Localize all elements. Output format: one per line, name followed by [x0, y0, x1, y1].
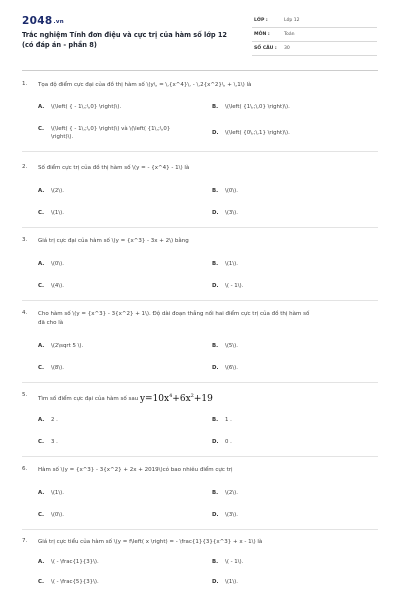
logo-suffix: .vn: [53, 19, 64, 25]
q7-option-c[interactable]: [38, 578, 99, 586]
q4-option-c[interactable]: [38, 364, 64, 372]
question-number: 1.: [22, 81, 28, 87]
question-divider: [22, 151, 378, 152]
q2-option-c[interactable]: [38, 209, 64, 217]
option-label: D.: [212, 365, 219, 371]
q6-option-d[interactable]: [212, 511, 238, 519]
question-stem: Giá trị cực tiểu của hàm số \(y = f\left( x \right) = - \frac{1}{3}{x^3} + x - 1\) là: [38, 539, 263, 545]
option-label: B.: [212, 559, 219, 565]
q6-option-c[interactable]: [38, 511, 64, 519]
option-text: \(1\).: [225, 261, 238, 267]
option-label: A.: [38, 343, 45, 349]
option-text: \(\left( {0\,;\,1} \right)\).: [225, 130, 290, 136]
q2-option-a[interactable]: [38, 187, 64, 195]
option-text: \(\left( { - 1\,;\,0} \right)\).: [51, 104, 122, 110]
option-text: \(2\).: [225, 490, 238, 496]
option-label: B.: [212, 343, 219, 349]
meta-subject-value: Toán: [284, 32, 295, 37]
question-stem: [38, 310, 376, 328]
formula-part: +19: [193, 394, 213, 404]
question-stem-line-1: Cho hàm số \(y = {x^3} - 3{x^2} + 1\). Độ dài đoạn thẳng nối hai điểm cực trị của đồ thị hàm số: [38, 311, 310, 317]
option-label: C.: [38, 365, 45, 371]
formula-exponent: 4: [169, 393, 173, 399]
option-label: B.: [212, 261, 219, 267]
option-label: D.: [212, 210, 219, 216]
option-text: \(1\).: [51, 490, 64, 496]
option-text: \( - \frac{1}{3}\).: [51, 559, 99, 565]
question-stem: [38, 392, 376, 404]
option-label: D.: [212, 283, 219, 289]
q1-option-d[interactable]: [212, 129, 290, 137]
question-number: 2.: [22, 164, 28, 170]
question-stem-line-2: đã cho là: [38, 320, 64, 326]
option-text: \(0\).: [51, 261, 64, 267]
question-number: 7.: [22, 538, 28, 544]
option-text: \( - 1\).: [225, 559, 244, 565]
option-text: [51, 125, 170, 141]
option-label: A.: [38, 104, 45, 110]
title-line-1: Trắc nghiệm Tính đơn điệu và cực trị của hàm số lớp 12: [22, 31, 228, 39]
option-text-line-1: \(\left( { - 1\,;\,0} \right)\) và \(\left( {1\,;\,0}: [51, 126, 171, 132]
q1-option-a[interactable]: [38, 103, 121, 111]
option-text: 3 .: [51, 439, 58, 445]
option-text: \(2\).: [51, 188, 64, 194]
option-label: C.: [38, 579, 45, 585]
meta-subject-key: MÔN :: [254, 32, 270, 37]
option-label: C.: [38, 439, 45, 445]
option-label: A.: [38, 188, 45, 194]
meta-class-value: Lớp 12: [284, 18, 300, 23]
q1-option-c[interactable]: [38, 125, 170, 141]
meta-count-key: SỐ CÂU :: [254, 46, 277, 51]
option-text: \(0\).: [225, 188, 238, 194]
meta-class-row: [252, 15, 377, 28]
formula-exponent: 2: [190, 393, 194, 399]
q6-option-a[interactable]: [38, 489, 64, 497]
option-text: \(2\sqrt 5 \).: [51, 343, 84, 349]
q3-option-a[interactable]: [38, 260, 64, 268]
header-divider: [22, 70, 378, 71]
q7-option-a[interactable]: [38, 558, 99, 566]
option-label: B.: [212, 417, 219, 423]
logo-text: 2048: [22, 15, 53, 27]
q5-option-c[interactable]: [38, 438, 58, 446]
q4-option-d[interactable]: [212, 364, 238, 372]
option-label: B.: [212, 104, 219, 110]
q4-option-a[interactable]: [38, 342, 83, 350]
option-label: A.: [38, 261, 45, 267]
option-label: C.: [38, 126, 45, 132]
q1-option-b[interactable]: [212, 103, 290, 111]
question-stem: Tọa độ điểm cực đại của đồ thị hàm số \(y\, = \,{x^4}\, - \,2{x^2}\, + \,1\) là: [38, 82, 252, 88]
q2-option-b[interactable]: [212, 187, 238, 195]
option-text-line-2: \right)\).: [51, 134, 74, 140]
q3-option-d[interactable]: [212, 282, 243, 290]
option-text: \(3\).: [225, 512, 238, 518]
option-label: D.: [212, 130, 219, 136]
option-text: 2 .: [51, 417, 58, 423]
meta-class-key: LỚP :: [254, 18, 268, 23]
option-label: C.: [38, 283, 45, 289]
q7-option-b[interactable]: [212, 558, 243, 566]
option-text: \(1\).: [51, 210, 64, 216]
title-line-2: (có đáp án - phần 8): [22, 40, 97, 49]
q5-option-a[interactable]: [38, 416, 58, 424]
option-label: C.: [38, 512, 45, 518]
meta-subject-row: [252, 29, 377, 42]
q5-option-d[interactable]: [212, 438, 232, 446]
meta-count-row: [252, 43, 377, 56]
option-text: \(\left( {1\,;\,0} \right)\).: [225, 104, 290, 110]
option-text: \(8\).: [51, 365, 64, 371]
option-text: \(4\).: [51, 283, 64, 289]
q4-option-b[interactable]: [212, 342, 238, 350]
option-label: A.: [38, 490, 45, 496]
question-divider: [22, 300, 378, 301]
question-stem-text: Tìm số điểm cực đại của hàm số sau: [38, 396, 139, 402]
option-text: \(3\).: [225, 210, 238, 216]
formula-part: y=10x: [139, 394, 170, 404]
option-text: \(6\).: [225, 365, 238, 371]
option-text: \(1\).: [225, 579, 238, 585]
option-label: D.: [212, 579, 219, 585]
document-title: [22, 31, 237, 50]
option-label: D.: [212, 512, 219, 518]
option-text: 1 .: [225, 417, 232, 423]
option-text: \( - 1\).: [225, 283, 244, 289]
option-text: \( - \frac{5}{3}\).: [51, 579, 99, 585]
option-text: \(5\).: [225, 343, 238, 349]
option-label: A.: [38, 417, 45, 423]
question-divider: [22, 456, 378, 457]
question-stem: Số điểm cực trị của đồ thị hàm số \(y = - {x^4} - 1\) là: [38, 165, 190, 171]
function-formula: [140, 394, 213, 404]
option-label: B.: [212, 490, 219, 496]
option-text: 0 .: [225, 439, 232, 445]
question-number: 6.: [22, 466, 28, 472]
option-text: \(0\).: [51, 512, 64, 518]
question-stem: Hàm số \(y = {x^3} - 3{x^2} + 2x + 2019\)có bao nhiêu điểm cực trị: [38, 467, 233, 473]
q7-option-d[interactable]: [212, 578, 238, 586]
site-logo[interactable]: [22, 15, 64, 27]
option-label: C.: [38, 210, 45, 216]
question-divider: [22, 382, 378, 383]
question-number: 3.: [22, 237, 28, 243]
question-number: 4.: [22, 310, 28, 316]
question-divider: [22, 529, 378, 530]
q2-option-d[interactable]: [212, 209, 238, 217]
option-label: B.: [212, 188, 219, 194]
question-stem: Giá trị cực đại của hàm số \(y = {x^3} - 3x + 2\) bằng: [38, 238, 189, 244]
q5-option-b[interactable]: [212, 416, 232, 424]
q6-option-b[interactable]: [212, 489, 238, 497]
q3-option-b[interactable]: [212, 260, 238, 268]
option-label: A.: [38, 559, 45, 565]
meta-count-value: 30: [284, 46, 290, 51]
question-divider: [22, 227, 378, 228]
question-number: 5.: [22, 392, 28, 398]
option-label: D.: [212, 439, 219, 445]
q3-option-c[interactable]: [38, 282, 64, 290]
formula-part: +6x: [172, 394, 191, 404]
